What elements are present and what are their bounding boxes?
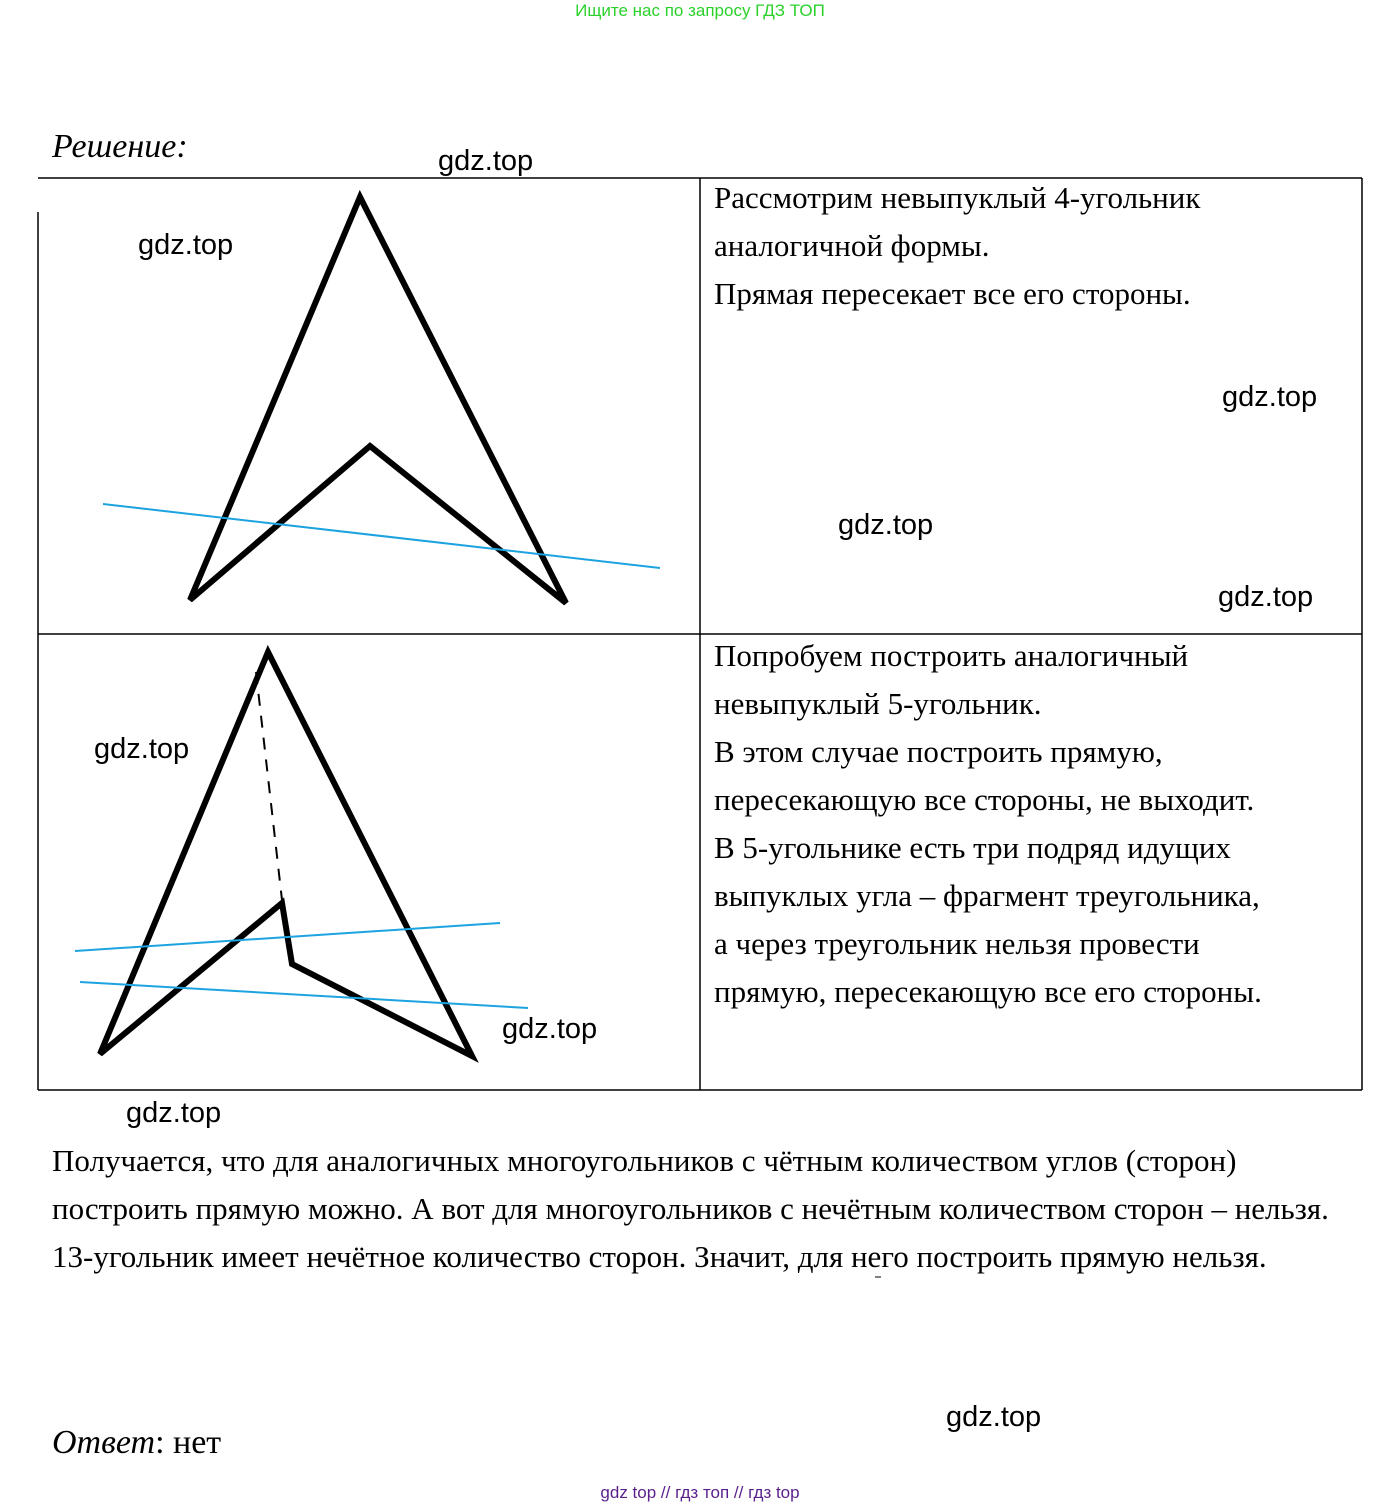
- watermark: gdz.top: [438, 145, 534, 177]
- solution-label: Решение:: [52, 128, 188, 165]
- pentagon-figure: [75, 652, 528, 1056]
- row-2-explanation: [714, 632, 1354, 1016]
- conclusion: [52, 1137, 1372, 1281]
- watermark: gdz.top: [502, 1013, 598, 1045]
- dashed-diagonal: [256, 672, 282, 900]
- text-line: невыпуклый 5-угольник.: [714, 686, 1042, 721]
- text-line: пересекающую все стороны, не выходит.: [714, 782, 1255, 817]
- text-line: В этом случае построить прямую,: [714, 734, 1163, 769]
- text-line: Прямая пересекает все его стороны.: [714, 276, 1191, 311]
- conclusion-paragraph-2: 13-угольник имеет нечётное количество сторон. Значит, для него построить прямую нельзя.: [52, 1239, 1267, 1274]
- watermark: gdz.top: [838, 509, 934, 541]
- text-line: Попробуем построить аналогичный: [714, 638, 1189, 673]
- answer-value: : нет: [155, 1424, 222, 1461]
- watermark: gdz.top: [138, 229, 234, 261]
- secant-line-lower: [80, 982, 528, 1008]
- watermark: gdz.top: [94, 733, 190, 765]
- top-banner: Ищите нас по запросу ГДЗ ТОП: [575, 1, 825, 20]
- nonconvex-quadrilateral: [190, 197, 566, 603]
- text-line: прямую, пересекающую все его стороны.: [714, 974, 1262, 1009]
- text-line: а через треугольник нельзя провести: [714, 926, 1200, 961]
- text-line: выпуклых угла – фрагмент треугольника,: [714, 878, 1260, 913]
- text-line: Рассмотрим невыпуклый 4-угольник: [714, 180, 1201, 215]
- conclusion-paragraph-1: Получается, что для аналогичных многоугольников с чётным количеством углов (сторон) построить прямую можно. А вот для многоугольников с нечётным количеством сторон – нельзя.: [52, 1143, 1329, 1226]
- answer: [52, 1424, 221, 1462]
- answer-label: Ответ: [52, 1424, 156, 1461]
- nonconvex-pentagon: [100, 652, 472, 1056]
- text-line: аналогичной формы.: [714, 228, 990, 263]
- watermark: gdz.top: [126, 1097, 222, 1129]
- watermark: gdz.top: [1222, 381, 1318, 413]
- row-1-explanation: [714, 174, 1354, 318]
- watermark: gdz.top: [1218, 581, 1314, 613]
- footer: gdz top // гдз топ // гдз top: [600, 1483, 800, 1502]
- watermark: gdz.top: [946, 1401, 1042, 1433]
- secant-line: [103, 504, 660, 568]
- text-line: В 5-угольнике есть три подряд идущих: [714, 830, 1231, 865]
